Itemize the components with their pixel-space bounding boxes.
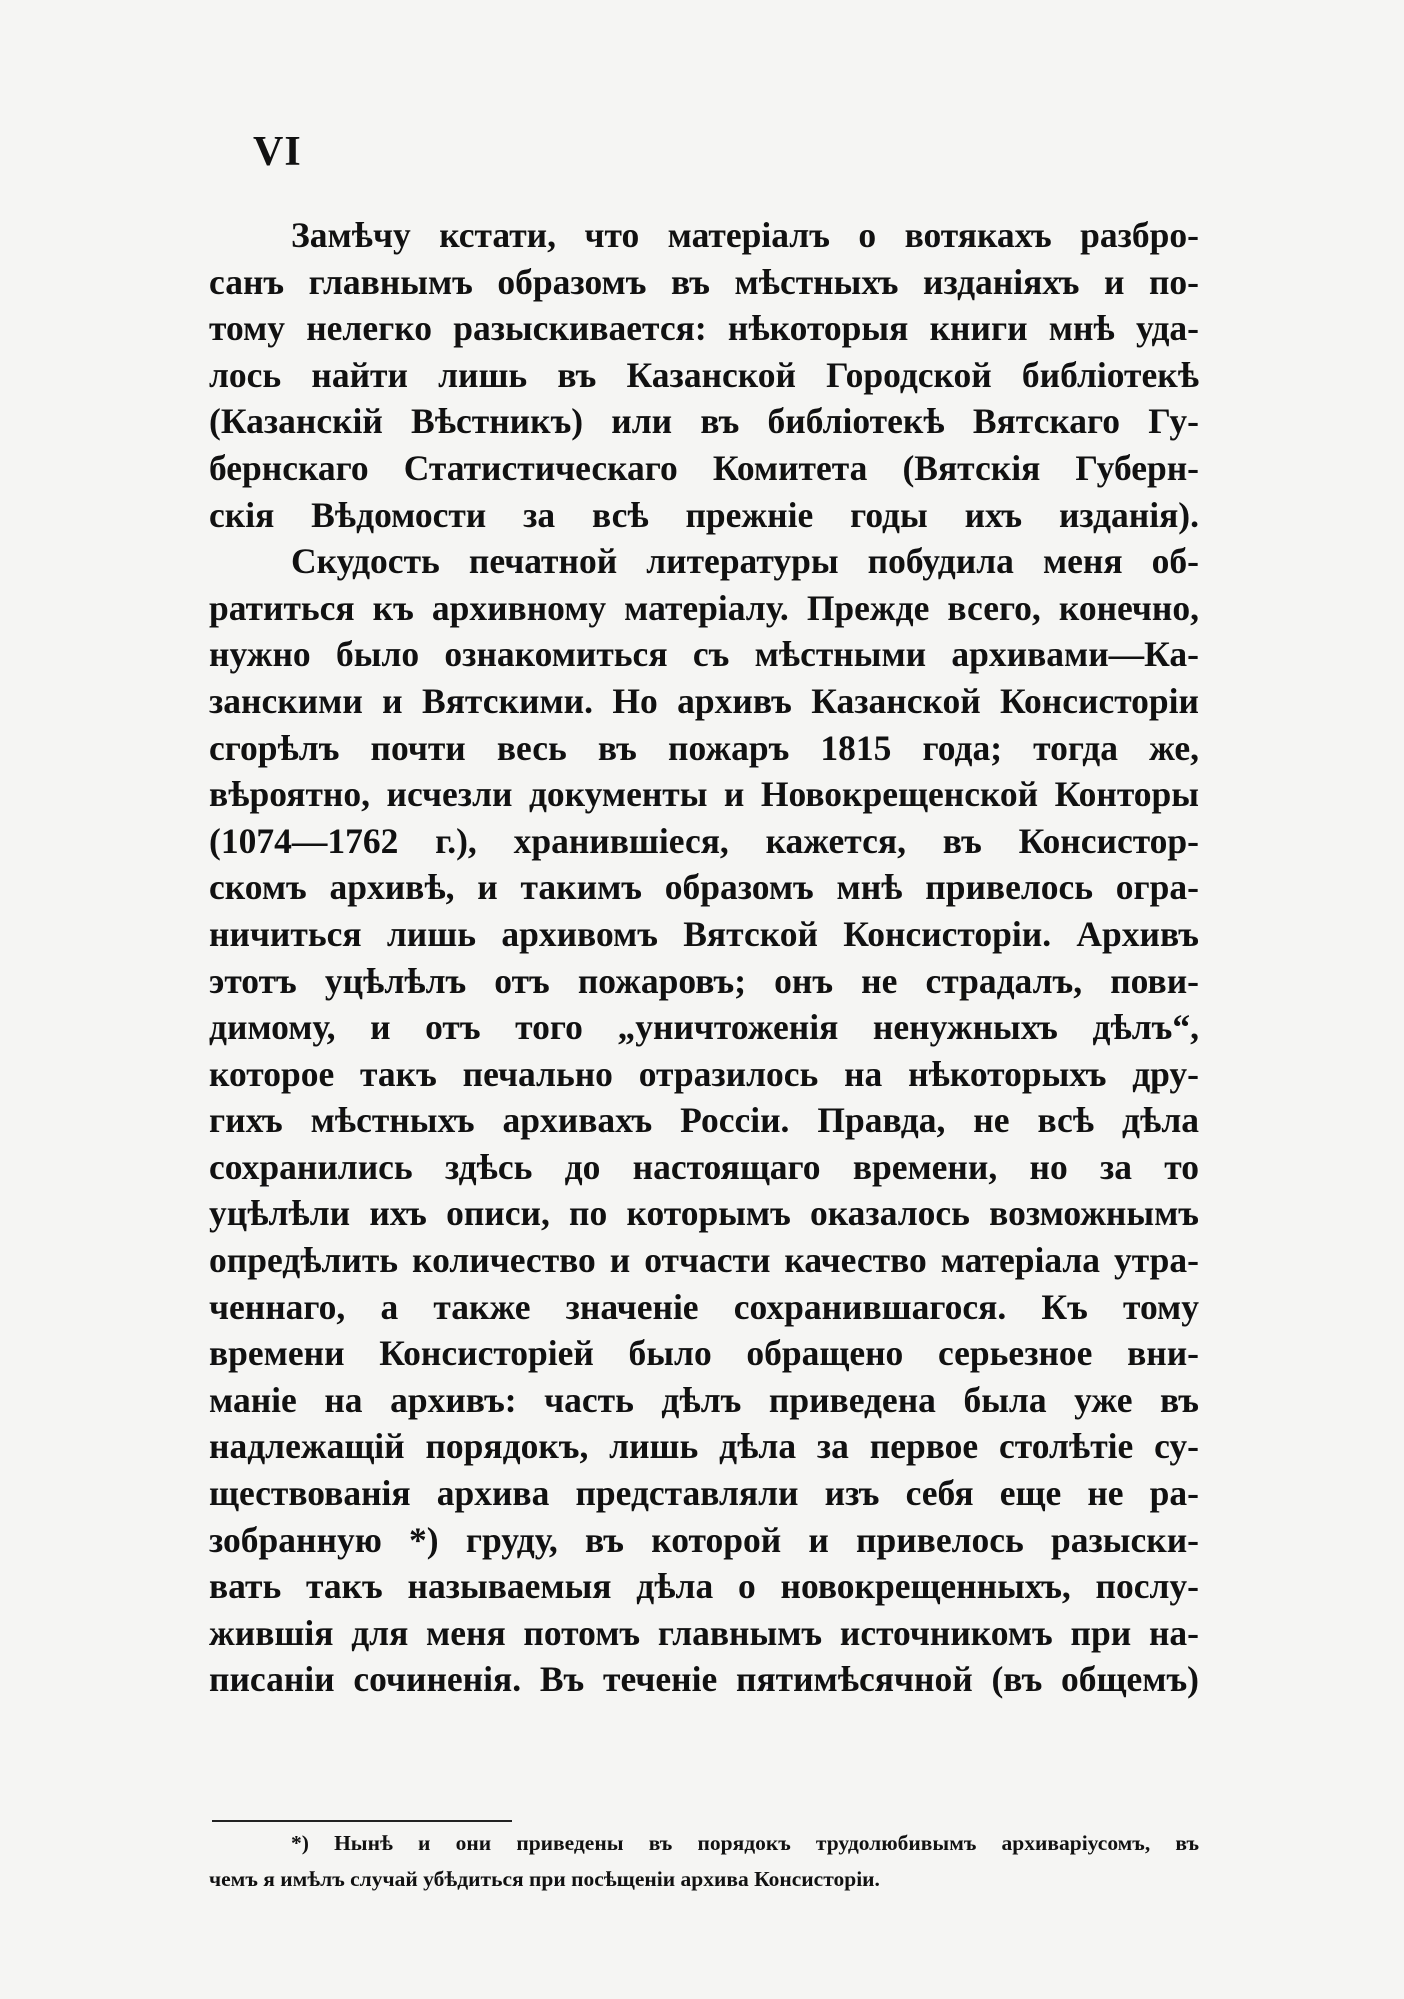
body-text	[209, 212, 1199, 1703]
text-line: бернскаго Статистическаго Комитета (Вятскія Губерн-	[209, 447, 1199, 488]
text-line: вѣроятно, исчезли документы и Новокрещенской Конторы	[209, 774, 1199, 815]
text-line: Замѣчу кстати, что матеріалъ о вотякахъ разбро-	[291, 215, 1199, 255]
text-line: времени Консисторіей было обращено серьезное вни-	[209, 1333, 1199, 1374]
footnote-divider	[212, 1820, 512, 1822]
text-line: нужно было ознакомиться съ мѣстными архивами—Ка-	[209, 634, 1199, 675]
text-line: скомъ архивѣ, и такимъ образомъ мнѣ привелось огра-	[209, 867, 1199, 908]
text-line: скія Вѣдомости за всѣ прежніе годы ихъ изданія).	[209, 494, 1199, 535]
text-line: санъ главнымъ образомъ въ мѣстныхъ изданіяхъ и по-	[209, 261, 1199, 302]
text-line: сохранились здѣсь до настоящаго времени, но за то	[209, 1146, 1199, 1187]
text-line: опредѣлить количество и отчасти качество матеріала утра-	[209, 1240, 1199, 1281]
text-line: уцѣлѣли ихъ описи, по которымъ оказалось возможнымъ	[209, 1193, 1199, 1234]
text-line: ченнаго, а также значеніе сохранившагося. Къ тому	[209, 1286, 1199, 1327]
text-line: сгорѣлъ почти весь въ пожаръ 1815 года; тогда же,	[209, 727, 1199, 768]
text-line: писаніи сочиненія. Въ теченіе пятимѣсячной (въ общемъ)	[209, 1659, 1199, 1700]
footnote-line: *) Нынѣ и они приведены въ порядокъ трудолюбивымъ архиваріусомъ, въ	[291, 1831, 1199, 1855]
text-line: ратиться къ архивному матеріалу. Прежде всего, конечно,	[209, 587, 1199, 628]
text-line: димому, и отъ того „уничтоженія ненужныхъ дѣлъ“,	[209, 1007, 1199, 1048]
footnote	[209, 1825, 1199, 1897]
text-line: занскими и Вятскими. Но архивъ Казанской Консисторіи	[209, 680, 1199, 721]
text-line: которое такъ печально отразилось на нѣкоторыхъ дру-	[209, 1053, 1199, 1094]
text-line: этотъ уцѣлѣлъ отъ пожаровъ; онъ не страдалъ, пови-	[209, 960, 1199, 1001]
text-line: зобранную *) груду, въ которой и привелось разыски-	[209, 1519, 1199, 1560]
text-line: лось найти лишь въ Казанской Городской библіотекѣ	[209, 354, 1199, 395]
text-line: гихъ мѣстныхъ архивахъ Россіи. Правда, не всѣ дѣла	[209, 1100, 1199, 1141]
footnote-line: чемъ я имѣлъ случай убѣдиться при посѣщеніи архива Консисторіи.	[209, 1867, 880, 1891]
text-line: (1074—1762 г.), хранившіеся, кажется, въ Консистор-	[209, 820, 1199, 861]
text-line: Скудость печатной литературы побудила меня об-	[291, 541, 1199, 582]
text-line: надлежащій порядокъ, лишь дѣла за первое столѣтіе су-	[209, 1426, 1199, 1467]
text-line: жившія для меня потомъ главнымъ источникомъ при на-	[209, 1612, 1199, 1653]
text-line: маніе на архивъ: часть дѣлъ приведена была уже въ	[209, 1379, 1199, 1420]
text-line: вать такъ называемыя дѣла о новокрещенныхъ, послу-	[209, 1566, 1199, 1607]
text-line: тому нелегко разыскивается: нѣкоторыя книги мнѣ уда-	[209, 308, 1199, 349]
text-line: ничиться лишь архивомъ Вятской Консисторіи. Архивъ	[209, 913, 1199, 954]
text-line: (Казанскій Вѣстникъ) или въ библіотекѣ Вятскаго Гу-	[209, 401, 1199, 442]
text-line: ществованія архива представляли изъ себя еще не ра-	[209, 1473, 1199, 1514]
page-number: VI	[253, 129, 302, 175]
